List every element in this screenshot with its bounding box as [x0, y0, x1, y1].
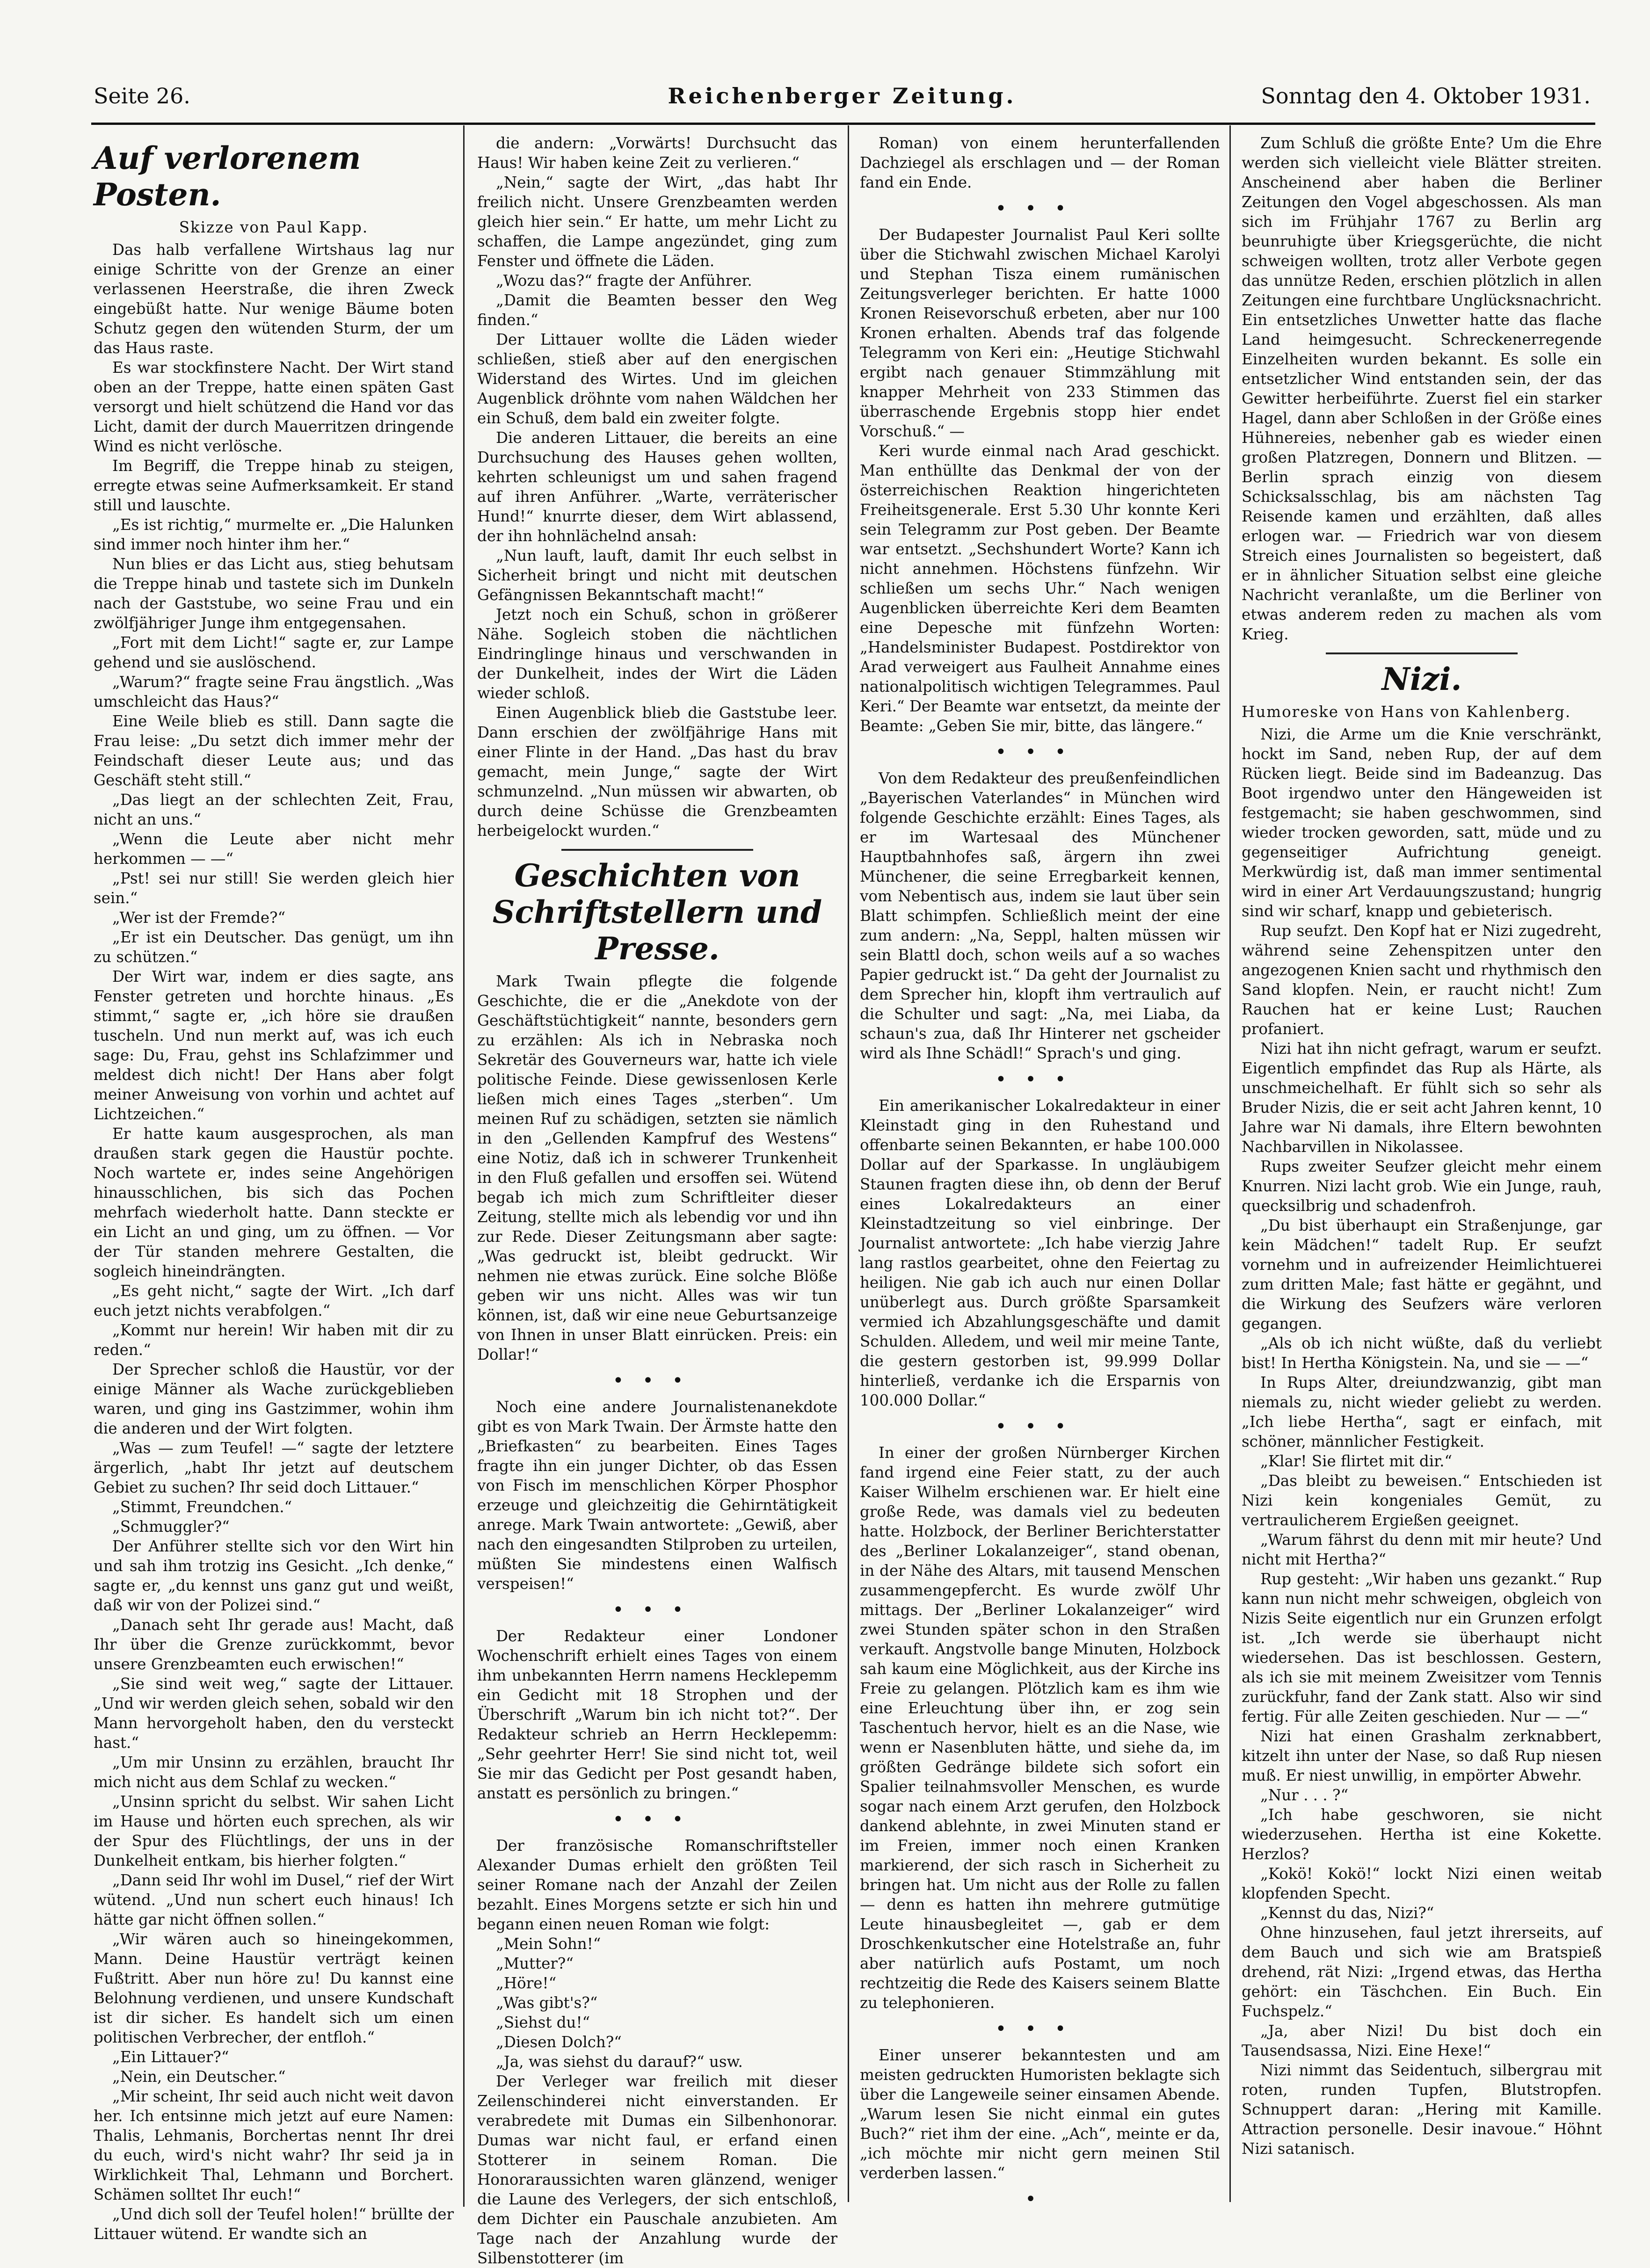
- paragraph: „Sie sind weit weg,“ sagte der Littauer. „Und wir werden gleich sehen, sobald wir den Mann hervorgeholt haben, den du versteckt hast.“: [94, 1675, 454, 1752]
- paragraph: „Kokö! Kokö!“ lockt Nizi einen weitab klopfenden Specht.: [1242, 1865, 1602, 1902]
- anecdote-vaterland: [860, 768, 1220, 1063]
- paragraph: Ohne hinzusehen, faul jetzt ihrerseits, auf dem Bauch und sich wie am Bratspieß drehend, rät Nizi: „Irgend etwas, das Hertha gehört: ein Täschchen. Ein Buch. Ein Fuchspelz.“: [1242, 1924, 1602, 2020]
- paragraph: „Schmuggler?“: [112, 1518, 230, 1536]
- paragraph: Nizi hat einen Grashalm zerknabbert, kitzelt ihn unter der Nase, so daß Rup niesen muß. Er niest unwillig, in empörter Abwehr.: [1242, 1727, 1602, 1784]
- paragraph: Der Sprecher schloß die Haustür, vor der einige Männer als Wache zurückgeblieben waren, und ging ins Gastzimmer, wohin ihm die anderen und der Wirt folgten.: [94, 1361, 454, 1437]
- paragraph: In einer der großen Nürnberger Kirchen fand irgend eine Feier statt, zu der auch Kaiser Wilhelm erschienen war. Er hielt eine große Rede, was damals viel zu bedeuten hatte. Holzbock, der Berliner Berichterstatter des „Berliner Lokalanzeiger“, stand obenan, in der Nähe des Altars, mit tausend Menschen zusammengepfercht. Es wurde zwölf Uhr mittags. Der „Berliner Lokalanzeiger“ wird zwei Stunden später schon in den Straßen verkauft. Angstvolle bange Minuten, Holzbock sah kaum eine Möglichkeit, aus der Kirche ins Freie zu gelangen. Plötzlich kam es ihm wie eine Erleuchtung über ihn, er zog sein Taschentuch hervor, hielt es an die Nase, wie wenn er Nasenbluten hätte, und siehe da, im größten Gedränge bildete sich sofort ein Spalier teilnahmsvoller Menschen, es wurde sogar nach einem Arzt gerufen, den Holzbock dankend ablehnte, in zwei Minuten stand er im Freien, immer noch einen Kranken markierend, der sich rasch in Sicherheit zu bringen hat. Um nicht aus der Rolle zu fallen — denn es hatten ihn mehrere gutmütige Leute hinausbegleitet —, gab er dem Droschkenkutscher eine Hotelstraße an, fuhr aber natürlich aufs Postamt, um noch rechtzeitig die Rede des Kaisers seinem Blatte zu telephonieren.: [860, 1444, 1220, 2012]
- paragraph: „Stimmt, Freundchen.“: [112, 1498, 292, 1516]
- story-body: [94, 240, 454, 2244]
- paragraph: Der Budapester Journalist Paul Keri sollte über die Stichwahl zwischen Michael Karolyi und Stephan Tisza einem rumänischen Zeitungsverleger berichten. Er hatte 1000 Kronen Reisevorschuß erbeten, aber nur 100 Kronen erhalten. Abends traf das folgende Telegramm von Keri ein: „Heutige Stichwahl ergibt nach genauer Stimmzählung mit knapper Mehrheit von 233 Stimmen das überraschende Ergebnis stopp hier endet Vorschuß.“ —: [860, 226, 1220, 440]
- column-1: [94, 133, 454, 2243]
- paragraph: „Es geht nicht,“ sagte der Wirt. „Ich darf euch jetzt nichts verabfolgen.“: [94, 1282, 454, 1319]
- paragraph: Ein amerikanischer Lokalredakteur in einer Kleinstadt ging in den Ruhestand und offenbarte seinen Bekannten, er habe 100.000 Dollar auf der Sparkasse. In ungläubigem Staunen fragten diese ihn, ob denn der Beruf eines Lokalredakteurs an einer Kleinstadtzeitung so viel einbringe. Der Journalist antwortete: „Ich habe vierzig Jahre lang rastlos gearbeitet, ohne den Feiertag zu heiligen. Nie gab ich auch nur einen Dollar unüberlegt aus. Durch größte Sparsamkeit vermied ich Abzahlungsgeschäfte und damit Schulden. Alledem, und weil mir meine Tante, die gestern gestorben ist, 99.999 Dollar hinterließ, verdanke ich die Ersparnis von 100.000 Dollar.“: [860, 1097, 1220, 1409]
- paragraph: Er hatte kaum ausgesprochen, als man draußen stark gegen die Haustür pochte. Noch wartete er, indes seine Angehörigen hinausschlichen, bis sich das Pochen mehrfach wiederholt hatte. Dann steckte er ein Licht an und ging, um zu öffnen. — Vor der Tür standen mehrere Gestalten, die sogleich hineindrängten.: [94, 1125, 454, 1280]
- header-rule: [91, 123, 1595, 125]
- paragraph: „Höre!“: [496, 1974, 557, 1992]
- paragraph: Der französische Romanschriftsteller Alexander Dumas erhielt den größten Teil seiner Romane nach der Anzahl der Zeilen bezahlt. Eines Morgens setzte er sich hin und begann einen neuen Roman wie folgt:: [477, 1837, 837, 1933]
- column-2: [477, 133, 837, 2267]
- paragraph: Mark Twain pflegte die folgende Geschichte, die er die „Anekdote von der Geschäftstüchtigkeit“ nannte, besonders gern zu erzählen: Als ich in Nebraska noch Sekretär des Gouverneurs war, hatte ich viele politische Feinde. Diese gewissenlosen Kerle ließen mich eines Tages „sterben“. Um meinen Ruf zu schädigen, setzten sie nämlich in den „Gellenden Kampfruf des Westens“ eine Notiz, daß ich in schwerer Trunkenheit in den Fluß gefallen und ersoffen sei. Wütend begab ich mich zum Schriftleiter dieser Zeitung, stellte mich als lebendig vor und ihn zur Rede. Dieser Zeitungsmann aber sagte: „Was gedruckt ist, bleibt gedruckt. Wir nehmen nie etwas zurück. Eine solche Blöße geben wir uns nicht. Alles was wir tun können, ist, daß wir eine neue Geburtsanzeige von Ihnen in unser Blatt einrücken. Preis: ein Dollar!“: [477, 972, 837, 1363]
- paragraph: Einen Augenblick blieb die Gaststube leer. Dann erschien der zwölfjährige Hans mit einer Flinte in der Hand. „Das hast du brav gemacht, mein Junge,“ sagte der Wirt schmunzelnd. „Nun müssen wir abwarten, ob durch deine Schüsse die Grenzbeamten herbeigelockt wurden.“: [477, 704, 837, 840]
- paragraph: Noch eine andere Journalistenanekdote gibt es von Mark Twain. Der Ärmste hatte den „Briefkasten“ zu bearbeiten. Eines Tages fragte ihn ein junger Dichter, ob das Essen von Fisch im menschlichen Körper Phosphor erzeuge und gleichzeitig die Gehirntätigkeit anrege. Mark Twain antwortete: „Gewiß, aber nach den eingesandten Stilproben zu urteilen, müßten Sie mindestens einen Walfisch verspeisen!“: [477, 1398, 837, 1593]
- story-byline: Humoreske von Hans von Kahlenberg.: [1242, 703, 1571, 721]
- separator-stars: •••: [995, 198, 1085, 219]
- section-title: Geschichten von Schriftstellern und Presse.: [492, 857, 822, 967]
- anecdote-lokalredakteur: [860, 1096, 1220, 1410]
- paragraph: „Es ist richtig,“ murmelte er. „Die Halunken sind immer noch hinter ihm her.“: [94, 516, 454, 553]
- paragraph: „Und dich soll der Teufel holen!“ brüllte der Littauer wütend. Er wandte sich an: [94, 2205, 454, 2243]
- paragraph: „Ein Littauer?“: [112, 2048, 229, 2066]
- paragraph: die andern: „Vorwärts! Durchsucht das Haus! Wir haben keine Zeit zu verlieren.“: [477, 134, 837, 172]
- paragraph: Nizi hat ihn nicht gefragt, warum er seufzt. Eigentlich empfindet das Rup als Härte, als unschmeichelhaft. Er fühlt sich so sehr als Bruder Nizis, die er seit acht Jahren kennt, 10 Jahre war Ni damals, ihre Eltern bewohnten Nachbarvillen in Nikolassee.: [1242, 1040, 1602, 1156]
- paragraph: „Nur . . . ?“: [1260, 1786, 1349, 1804]
- paragraph: Nun blies er das Licht aus, stieg behutsam die Treppe hinab und tastete sich im Dunkeln nach der Gaststube, wo seine Frau und ein zwölfjähriger Junge ihm entgegensahen.: [94, 555, 454, 632]
- paragraph: „Dann seid Ihr wohl im Dusel,“ rief der Wirt wütend. „Und nun schert euch hinaus! Ich hätte gar nicht öffnen sollen.“: [94, 1871, 454, 1928]
- paragraph: „Mir scheint, Ihr seid auch nicht weit davon her. Ich entsinne mich jetzt auf eure Namen: Thalis, Lehmanis, Borchertas nennt Ihr drei du euch, wird's nicht wahr? Ihr seid ja in Wirklichkeit Thal, Lehmann und Borchert. Schämen solltet Ihr euch!“: [94, 2087, 454, 2203]
- paragraph: „Kennst du das, Nizi?“: [1260, 1904, 1434, 1922]
- paragraph: Einer unserer bekanntesten und am meisten gedruckten Humoristen beklagte sich über die Langeweile seiner einsamen Abende. „Warum lesen Sie nicht einmal ein gutes Buch?“ riet ihm der eine. „Ach“, meinte er da, „ich möchte mir nicht gern meinen Stil verderben lassen.“: [860, 2046, 1220, 2182]
- paragraph: „Nein, ein Deutscher.“: [112, 2068, 286, 2086]
- column-3: [860, 133, 1220, 2219]
- separator-stars: •••: [995, 2018, 1085, 2040]
- paragraph: Roman) von einem herunterfallenden Dachziegel als erschlagen und — der Roman fand ein Ende.: [860, 134, 1220, 191]
- paragraph: „Wozu das?“ fragte der Anführer.: [496, 272, 752, 290]
- separator-stars: •••: [612, 1599, 702, 1621]
- paragraph: „Ja, aber Nizi! Du bist doch ein Tausendsassa, Nizi. Eine Hexe!“: [1242, 2022, 1602, 2059]
- column-divider: [848, 125, 849, 2202]
- paragraph: Jetzt noch ein Schuß, schon in größerer Nähe. Sogleich stoben die nächtlichen Eindringlinge hinaus und verschwanden in der Dunkelheit, indes der Wirt die Läden wieder schloß.: [477, 606, 837, 702]
- paragraph: „Nein,“ sagte der Wirt, „das habt Ihr freilich nicht. Unsere Grenzbeamten werden gleich hier sein.“ Er hatte, um mehr Licht zu schaffen, die Lampe angezündet, ging zum Fenster und öffnete die Läden.: [477, 174, 837, 270]
- paragraph: „Was gibt's?“: [496, 1994, 598, 2012]
- story-body: [1242, 725, 1602, 2159]
- paragraph: Rup seufzt. Den Kopf hat er Nizi zugedreht, während seine Zehenspitzen unter den angezogenen Knien sacht und rhythmisch den Sand klopfen. Nein, er raucht nicht! Zum Rauchen hat er keine Lust; Rauchen profaniert.: [1242, 922, 1602, 1038]
- paragraph: „Siehst du!“: [496, 2014, 590, 2031]
- paragraph: „Das liegt an der schlechten Zeit, Frau, nicht an uns.“: [94, 791, 454, 828]
- story-byline: Skizze von Paul Kapp.: [179, 218, 369, 236]
- anecdote-dumas: [477, 1836, 837, 2268]
- paragraph: Nizi, die Arme um die Knie verschränkt, hockt im Sand, neben Rup, der auf dem Rücken liegt. Beide sind im Badeanzug. Das Boot irgendwo unter den Hängeweiden ist festgemacht; sie haben geschwommen, sind wieder trocken geworden, satt, müde und zu gegenseitiger Aufrichtung geneigt. Merkwürdig ist, daß man immer sentimental wird in einer Art Verdauungszustand; hungrig sind wir scharf, knapp und gebieterisch.: [1242, 725, 1602, 920]
- column-divider: [1229, 125, 1231, 2202]
- separator-stars: •: [1025, 2188, 1055, 2210]
- anecdote-ente: [1242, 133, 1602, 644]
- paragraph: „Ich habe geschworen, sie nicht wiederzusehen. Hertha ist eine Kokette. Herzlos?: [1242, 1806, 1602, 1863]
- paragraph: Rup gesteht: „Wir haben uns gezankt.“ Rup kann nun nicht mehr schweigen, obgleich von Nizis Seite eigentlich nur ein Grunzen erfolgt ist. „Ich werde sie überhaupt nicht wiedersehen. Das ist beschlossen. Gestern, als ich sie mit meinem Zweisitzer vom Tennis zurückfuhr, fand der Zank statt. Also wir sind fertig. Für alle Zeiten geschieden. Nur — —“: [1242, 1570, 1602, 1725]
- column-divider: [463, 125, 465, 2207]
- story-continuation: [477, 133, 837, 841]
- paragraph: „Mutter?“: [496, 1955, 574, 1972]
- paragraph: Der Anführer stellte sich vor den Wirt hin und sah ihm trotzig ins Gesicht. „Ich denke,“ sagte er, „du kennst uns ganz gut und weißt, daß wir von der Polizei sind.“: [94, 1537, 454, 1614]
- paragraph: Im Begriff, die Treppe hinab zu steigen, erregte etwas seine Aufmerksamkeit. Er stand still und lauschte.: [94, 457, 454, 514]
- paragraph: Von dem Redakteur des preußenfeindlichen „Bayerischen Vaterlandes“ in München wird folgende Geschichte erzählt: Eines Tages, als er im Wartesaal des Münchener Hauptbahnhofes saß, ärgern ihn zwei Münchener, die seine Erregbarkeit kennen, vom Nebentisch aus, indem sie laut über sein Blatt schimpfen. Schließlich meint der eine zum andern: „Na, Seppl, halten müssen wir sein Blattl doch, schon weils auf a so waches Papier gedruckt ist.“ Da geht der Journalist zu dem Sprecher hin, klopft ihm vertraulich auf die Schulter und sagt: „Na, mei Liaba, da schaun's zua, daß Ihr Hinterer net gscheider wird als Ihne Schädl!“ Sprach's und ging.: [860, 769, 1220, 1062]
- anecdote-mark-twain: [477, 971, 837, 1364]
- story-title: Nizi.: [1381, 661, 1462, 697]
- paragraph: „Ja, was siehst du darauf?“ usw.: [496, 2053, 743, 2071]
- paragraph: „Du bist überhaupt ein Straßenjunge, gar kein Mädchen!“ tadelt Rup. Er seufzt vornehm und in aufreizender Heimlichtuerei zum dritten Male; fast hätte er gegähnt, und die Wirkung des Seufzers wäre verloren gegangen.: [1242, 1217, 1602, 1333]
- issue-date: Sonntag den 4. Oktober 1931.: [1261, 83, 1591, 109]
- paragraph: Es war stockfinstere Nacht. Der Wirt stand oben an der Treppe, hatte einen späten Gast versorgt und hielt schützend die Hand vor das Licht, damit der durch Mauerritzen dringende Wind es nicht verlösche.: [94, 359, 454, 455]
- anecdote-humorist: [860, 2045, 1220, 2183]
- separator-stars: •••: [995, 1069, 1085, 1090]
- paragraph: „Wer ist der Fremde?“: [112, 909, 286, 927]
- paragraph: „Er ist ein Deutscher. Das genügt, um ihn zu schützen.“: [94, 928, 454, 966]
- paragraph: Nizi nimmt das Seidentuch, silbergrau mit roten, runden Tupfen, Blutstropfen. Schnuppert daran: „Hering mit Kamille. Attraction personelle. Desir inavoue.“ Höhnt Nizi satanisch.: [1242, 2061, 1602, 2158]
- paragraph: „Klar! Sie flirtet mit dir.“: [1260, 1452, 1453, 1470]
- anecdote-holzbock: [860, 1443, 1220, 2013]
- anecdote-keri: [860, 225, 1220, 736]
- paragraph: Eine Weile blieb es still. Dann sagte die Frau leise: „Du setzt dich immer mehr der Feindschaft dieser Leute aus; und das Geschäft steht still.“: [94, 712, 454, 789]
- anecdote-briefkasten: [477, 1397, 837, 1594]
- section-rule: [561, 849, 753, 851]
- paragraph: „Pst! sei nur still! Sie werden gleich hier sein.“: [94, 870, 454, 907]
- paragraph: „Wenn die Leute aber nicht mehr herkommen — —“: [94, 830, 454, 868]
- paragraph: Rups zweiter Seufzer gleicht mehr einem Knurren. Nizi lacht grob. Wie ein Junge, rauh, quecksilbrig und schadenfroh.: [1242, 1158, 1602, 1215]
- paragraph: „Nun lauft, lauft, damit Ihr euch selbst in Sicherheit bringt und nicht mit deutschen Gefängnissen Bekanntschaft macht!“: [477, 547, 837, 604]
- paragraph: Der Littauer wollte die Läden wieder schließen, stieß aber auf den energischen Widerstand des Wirtes. Und im gleichen Augenblick dröhnte vom nahen Wäldchen her ein Schuß, dem bald ein zweiter folgte.: [477, 331, 837, 427]
- anecdote-london: [477, 1626, 837, 1803]
- paragraph: Der Redakteur einer Londoner Wochenschrift erhielt eines Tages von einem ihm unbekannten Herrn namens Hecklepemm ein Gedicht mit 18 Strophen und der Überschrift „Warum bin ich nicht tot?“. Der Redakteur schrieb an Herrn Hecklepemm: „Sehr geehrter Herr! Sie sind nicht tot, weil Sie mir das Gedicht per Post gesandt haben, anstatt es persönlich zu bringen.“: [477, 1627, 837, 1802]
- paragraph: „Was — zum Teufel! —“ sagte der letztere ärgerlich, „habt Ihr jetzt auf deutschem Gebiet zu suchen? Ihr seid doch Littauer.“: [94, 1439, 454, 1496]
- paragraph: Keri wurde einmal nach Arad geschickt. Man enthüllte das Denkmal der von der österreichischen Reaktion hingerichteten Freiheitsgenerale. Erst 5.30 Uhr konnte Keri sein Telegramm zur Post geben. Der Beamte war entsetzt. „Sechshundert Worte? Kann ich nicht annehmen. Höchstens fünfzehn. Wir schließen um sechs Uhr.“ Nach wenigen Augenblicken überreichte Keri dem Beamten eine Depesche mit fünfzehn Worten: „Handelsminister Budapest. Postdirektor von Arad verweigert aus Faulheit Annahme eines nationalpolitisch wichtigen Telegrammes. Paul Keri.“ Der Beamte war entsetzt, da meinte der Beamte: „Geben Sie mir, bitte, das längere.“: [860, 442, 1220, 735]
- separator-stars: •••: [995, 741, 1085, 763]
- paragraph: „Kommt nur herein! Wir haben mit dir zu reden.“: [94, 1321, 454, 1359]
- paragraph: „Warum fährst du denn mit mir heute? Und nicht mit Hertha?“: [1242, 1531, 1602, 1568]
- paragraph: „Mein Sohn!“: [496, 1935, 601, 1953]
- paragraph: „Um mir Unsinn zu erzählen, braucht Ihr mich nicht aus dem Schlaf zu wecken.“: [94, 1754, 454, 1791]
- column-4: [1242, 133, 1602, 2219]
- paragraph: „Fort mit dem Licht!“ sagte er, zur Lampe gehend und sie auslöschend.: [94, 634, 454, 671]
- paragraph: Der Wirt war, indem er dies sagte, ans Fenster getreten und horchte hinaus. „Es stimmt,“ sagte er, „ich höre sie draußen tuscheln. Und nun merkt auf, was ich euch sage: Du, Frau, gehst ins Schlafzimmer und meldest dich nicht! Der Hans aber folgt meiner Anweisung von vorhin und achtet auf Lichtzeichen.“: [94, 968, 454, 1123]
- paragraph: „Warum?“ fragte seine Frau ängstlich. „Was umschleicht das Haus?“: [94, 673, 454, 710]
- paragraph: „Das bleibt zu beweisen.“ Entschieden ist Nizi kein kongeniales Gemüt, zu vertraulicherem Ergießen geeignet.: [1242, 1472, 1602, 1529]
- separator-stars: •••: [995, 1416, 1085, 1437]
- story-title: Auf verlorenem Posten.: [94, 140, 361, 213]
- paragraph: Zum Schluß die größte Ente? Um die Ehre werden sich vielleicht viele Blätter streiten. Anscheinend aber haben die Berliner Zeitungen den Vogel abgeschossen. Als man sich im Frühjahr 1767 zu Berlin arg beunruhigte über Kriegsgerüchte, die nicht schweigen wollten, trotz aller Verbote gegen das unnütze Reden, erschien plötzlich in allen Zeitungen eine furchtbare Unglücksnachricht. Ein entsetzliches Unwetter hatte das flache Land heimgesucht. Schreckenerregende Einzelheiten wurden bekannt. Es solle ein entsetzlicher Wind entstanden sein, der das Gewitter herbeiführte. Zuerst fiel ein starker Hagel, dann aber Schloßen in der Größe eines Hühnereies, nebenher gab es wieder einen großen Platzregen, Donnern und Blitzen. — Berlin sprach einzig von diesem Schicksalsschlag, bis am nächsten Tag Reisende kamen und erzählten, daß alles erlogen war. — Friedrich war von diesem Streich eines Journalisten so begeistert, daß er in ähnlicher Situation selbst eine gleiche Nachricht veranlaßte, um die Berliner von etwas anderem reden zu machen als vom Krieg.: [1242, 134, 1602, 643]
- separator-stars: •••: [612, 1809, 702, 1830]
- paragraph: Die anderen Littauer, die bereits an eine Durchsuchung des Hauses gehen wollten, kehrten schleunigst um und sahen fragend auf ihren Anführer. „Warte, verräterischer Hund!“ knurrte dieser, dem Wirt ablassend, der ihn hohnlächelnd ansah:: [477, 429, 837, 545]
- paragraph: In Rups Alter, dreiundzwanzig, gibt man niemals zu, nicht wieder geliebt zu werden. „Ich liebe Hertha“, sagt er einfach, mit schöner, männlicher Festigkeit.: [1242, 1374, 1602, 1450]
- paragraph: „Wir wären auch so hineingekommen, Mann. Deine Haustür verträgt keinen Fußtritt. Aber nun höre zu! Du kannst eine Belohnung verdienen, und unsere Kundschaft ist dir sicher. Es handelt sich um einen politischen Verbrecher, der entfloh.“: [94, 1930, 454, 2046]
- paragraph: „Damit die Beamten besser den Weg finden.“: [477, 291, 837, 329]
- separator-stars: •••: [612, 1370, 702, 1391]
- page-number: Seite 26.: [94, 83, 190, 109]
- paragraph: Der Verleger war freilich mit dieser Zeilenschinderei nicht einverstanden. Er verabredete mit Dumas ein Silbenhonorar. Dumas war nicht faul, er erfand einen Stotterer in seinem Roman. Die Honoraraussichten waren glänzend, weniger die Laune des Verlegers, der sich entschloß, dem Dichter ein Pauschale anzubieten. Am Tage nach der Anzahlung wurde der Silbenstotterer (im: [477, 2072, 837, 2267]
- paragraph: „Unsinn spricht du selbst. Wir sahen Licht im Hause und hörten euch sprechen, als wir der Spur des Flüchtlings, der uns in der Dunkelheit entkam, bis hierher folgten.“: [94, 1793, 454, 1869]
- section-rule: [1326, 652, 1518, 654]
- masthead: Reichenberger Zeitung.: [668, 83, 1017, 109]
- anecdote-continuation: [860, 133, 1220, 192]
- page-header: [94, 83, 1591, 116]
- paragraph: „Danach seht Ihr gerade aus! Macht, daß Ihr über die Grenze zurückkommt, bevor unsere Grenzbeamten euch erwischen!“: [94, 1616, 454, 1673]
- paragraph: „Als ob ich nicht wüßte, daß du verliebt bist! In Hertha Königstein. Na, und sie — —“: [1242, 1334, 1602, 1372]
- paragraph: Das halb verfallene Wirtshaus lag nur einige Schritte von der Grenze an einer verlassenen Heerstraße, die ihren Zweck eingebüßt hatte. Nur wenige Bäume boten Schutz gegen den wütenden Sturm, der um das Haus raste.: [94, 241, 454, 357]
- paragraph: „Diesen Dolch?“: [496, 2033, 622, 2051]
